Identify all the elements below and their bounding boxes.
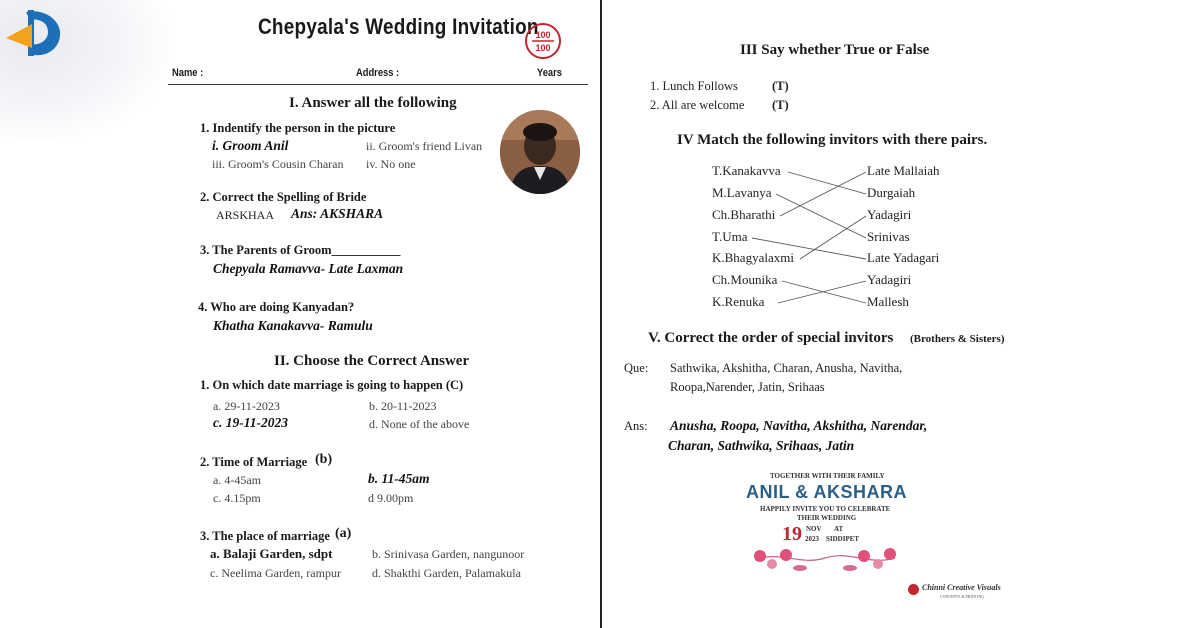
years-label: Years bbox=[537, 67, 562, 79]
s1-q1-option-b: ii. Groom's friend Livan bbox=[366, 139, 483, 153]
address-label: Address : bbox=[356, 67, 400, 79]
invite-at: AT bbox=[834, 525, 844, 533]
section5-heading: V. Correct the order of special invitors bbox=[648, 330, 894, 346]
s1-q1-option-a: i. Groom Anil bbox=[212, 138, 289, 153]
match-right-1: Late Mallaiah bbox=[867, 163, 940, 178]
s3-item-2-answer: (T) bbox=[772, 98, 789, 112]
s2-q1-option-a: a. 29-11-2023 bbox=[213, 399, 280, 413]
s1-q1-option-c: iii. Groom's Cousin Charan bbox=[212, 157, 344, 171]
s1-q4-answer: Khatha Kanakavva- Ramulu bbox=[213, 318, 373, 333]
invite-happily: HAPPILY INVITE YOU TO CELEBRATE bbox=[760, 505, 891, 513]
s2-q2-question: 2. Time of Marriage bbox=[200, 455, 308, 469]
s2-q3-option-d: d. Shakthi Garden, Palamakula bbox=[372, 566, 521, 580]
s1-q2-question: 2. Correct the Spelling of Bride bbox=[200, 190, 367, 204]
invite-day: 19 bbox=[782, 523, 802, 545]
floral-decoration bbox=[750, 520, 900, 580]
match-line-2 bbox=[776, 194, 866, 238]
page-title: Chepyala's Wedding Invitation bbox=[258, 14, 539, 39]
s3-item-1-answer: (T) bbox=[772, 79, 789, 93]
s3-item-1: 1. Lunch Follows bbox=[650, 79, 738, 93]
stamp-bottom-text: 100 bbox=[535, 43, 551, 53]
s2-q3-option-c: c. Neelima Garden, rampur bbox=[210, 566, 341, 580]
invite-month: NOV bbox=[806, 525, 822, 533]
match-line-4 bbox=[752, 238, 866, 259]
ans-line-2: Charan, Sathwika, Srihaas, Jatin bbox=[668, 438, 855, 453]
match-left-2: M.Lavanya bbox=[712, 185, 772, 200]
s2-q3-option-a: a. Balaji Garden, sdpt bbox=[210, 546, 333, 561]
s2-q1-option-c: c. 19-11-2023 bbox=[213, 415, 288, 430]
stamp-top-text: 100 bbox=[535, 30, 551, 40]
match-right-7: Mallesh bbox=[867, 294, 909, 309]
section2-heading: II. Choose the Correct Answer bbox=[274, 353, 470, 369]
s2-q2-answer-tag: (b) bbox=[315, 452, 333, 467]
match-right-3: Yadagiri bbox=[867, 207, 912, 222]
s2-q2-option-d: d 9.00pm bbox=[368, 491, 414, 505]
credit-sub-text: CONCEPTS & PRINTING bbox=[940, 594, 985, 599]
s2-q3-option-b: b. Srinivasa Garden, nangunoor bbox=[372, 547, 525, 561]
s3-item-2: 2. All are welcome bbox=[650, 98, 745, 112]
section3-heading: III Say whether True or False bbox=[740, 42, 930, 58]
match-left-3: Ch.Bharathi bbox=[712, 207, 776, 222]
s1-q4-question: 4. Who are doing Kanyadan? bbox=[198, 300, 355, 314]
section1-heading: I. Answer all the following bbox=[289, 95, 457, 111]
credit-text: Chinni Creative Visuals bbox=[922, 583, 1001, 592]
ans-label: Ans: bbox=[624, 419, 648, 433]
match-right-2: Durgaiah bbox=[867, 185, 916, 200]
credit-logo-icon bbox=[908, 584, 919, 595]
match-left-6: Ch.Mounika bbox=[712, 272, 778, 287]
name-label: Name : bbox=[172, 67, 204, 79]
invite-place: SIDDIPET bbox=[826, 535, 860, 543]
s1-q3-answer: Chepyala Ramavva- Late Laxman bbox=[213, 261, 404, 276]
match-left-7: K.Renuka bbox=[712, 294, 765, 309]
s1-q1-option-d: iv. No one bbox=[366, 157, 416, 171]
s2-q1-option-d: d. None of the above bbox=[369, 417, 470, 431]
s2-q2-option-b: b. 11-45am bbox=[368, 471, 430, 486]
match-left-5: K.Bhagyalaxmi bbox=[712, 250, 794, 265]
s2-q3-question: 3. The place of marriage bbox=[200, 529, 330, 543]
s2-q1-question: 1. On which date marriage is going to happen (C) bbox=[200, 378, 464, 392]
match-left-4: T.Uma bbox=[712, 229, 748, 244]
que-label: Que: bbox=[624, 361, 649, 375]
section4-heading: IV Match the following invitors with there pairs. bbox=[677, 132, 988, 148]
section5-subheading: (Brothers & Sisters) bbox=[910, 333, 1005, 345]
s1-q3-question: 3. The Parents of Groom___________ bbox=[200, 243, 401, 257]
s2-q2-option-c: c. 4.15pm bbox=[213, 491, 261, 505]
s2-q2-option-a: a. 4-45am bbox=[213, 473, 261, 487]
match-line-1 bbox=[788, 172, 866, 194]
match-line-3 bbox=[780, 172, 866, 216]
que-line-2: Roopa,Narender, Jatin, Srihaas bbox=[670, 380, 825, 394]
match-right-5: Late Yadagari bbox=[867, 250, 940, 265]
match-left-1: T.Kanakavva bbox=[712, 163, 781, 178]
s2-q1-option-b: b. 20-11-2023 bbox=[369, 399, 437, 413]
ans-line-1: Anusha, Roopa, Navitha, Akshitha, Narendar, bbox=[670, 418, 928, 433]
s1-q2-answer: Ans: AKSHARA bbox=[291, 206, 384, 221]
que-line-1: Sathwika, Akshitha, Charan, Anusha, Navitha, bbox=[670, 361, 903, 375]
invite-together: TOGETHER WITH THEIR FAMILY bbox=[770, 472, 885, 480]
invite-couple-names: ANIL & AKSHARA bbox=[746, 482, 908, 502]
s1-q2-word: ARSKHAA bbox=[216, 208, 275, 222]
match-right-4: Srinivas bbox=[867, 229, 910, 244]
s2-q3-answer-tag: (a) bbox=[335, 526, 352, 541]
s1-q1-question: 1. Indentify the person in the picture bbox=[200, 121, 396, 135]
invite-year: 2023 bbox=[805, 535, 819, 543]
match-right-6: Yadagiri bbox=[867, 272, 912, 287]
invite-wedding: THEIR WEDDING bbox=[797, 514, 857, 522]
